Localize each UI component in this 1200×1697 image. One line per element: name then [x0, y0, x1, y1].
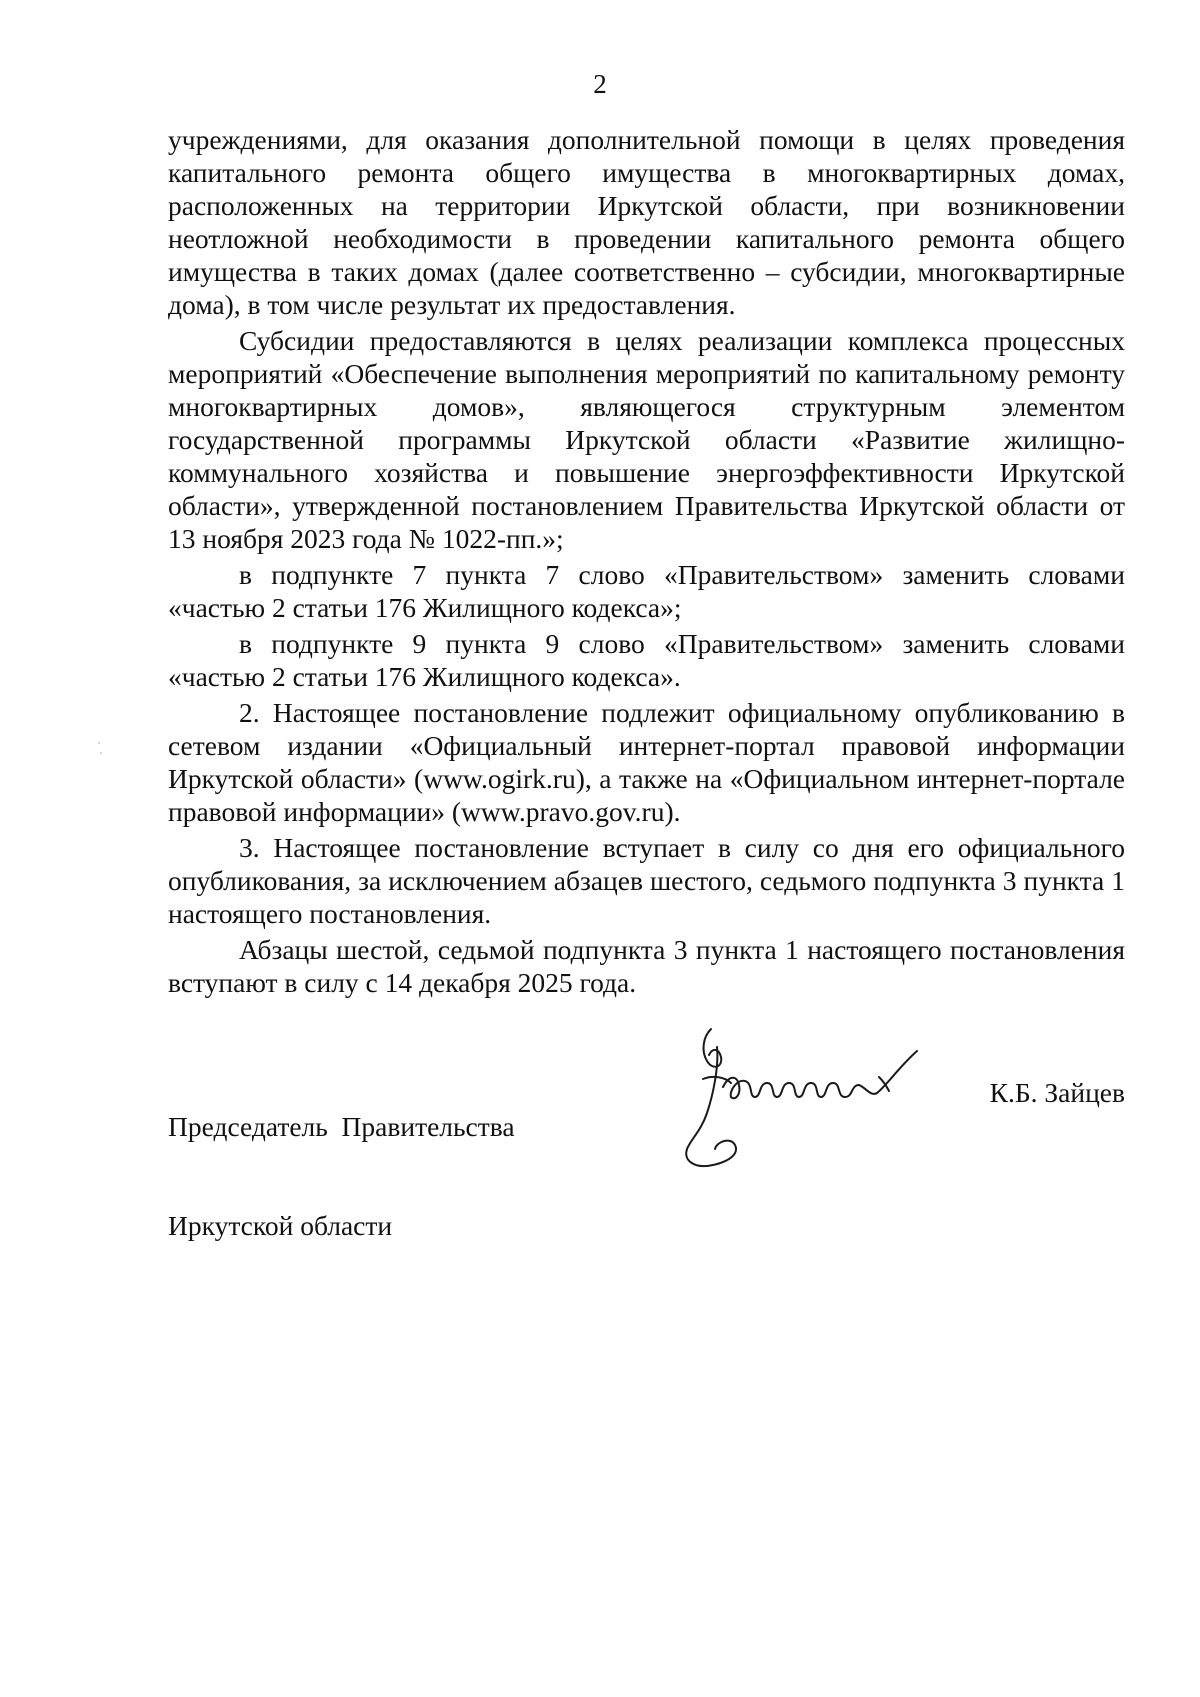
signer-name: К.Б. Зайцев: [989, 1077, 1125, 1108]
signer-title: [168, 1044, 515, 1308]
page-number: 2: [593, 69, 607, 99]
signature-block: [168, 1044, 1125, 1241]
signer-title-line-2: Иркутской области: [168, 1210, 393, 1241]
document-body: [168, 123, 1125, 1002]
scan-artifact: [98, 742, 100, 744]
paragraph-continuation: учреждениями, для оказания дополнительной помощи в целях проведения капитального ремонта общего имущества в многоквартирных домах, расположенных на территории Иркутской области, при возникновении неотложной необходимости в проведении капитального ремонта общего имущества в таких домах (далее соответственно – субсидии, многоквартирные дома), в том числе результат их предоставления.: [168, 124, 1125, 320]
paragraph-subsidies-purpose: Субсидии предоставляются в целях реализации комплекса процессных мероприятий «Обеспечение выполнения мероприятий по капитальному ремонту многоквартирных домов», являющегося структурным элементом государственной программы Иркутской области «Развитие жилищно-коммунального хозяйства и повышение энергоэффективности Иркутской области», утвержденной постановлением Правительства Иркутской области от 13 ноября 2023 года № 1022-пп.»;: [168, 325, 1125, 554]
scan-artifact: [100, 752, 102, 754]
handwritten-signature: [673, 1017, 938, 1177]
paragraph-subclause-9: в подпункте 9 пункта 9 слово «Правительством» заменить словами «частью 2 статьи 176 Жилищного кодекса».: [168, 628, 1125, 692]
paragraph-publication: 2. Настоящее постановление подлежит официальному опубликованию в сетевом издании «Официальный интернет-портал правовой информации Иркутской области» (www.ogirk.ru), а также на «Официальном интернет-портале правовой информации» (www.pravo.gov.ru).: [168, 697, 1125, 827]
signer-title-line-1: Председатель Правительства: [168, 1111, 515, 1142]
paragraph-entry-into-force: 3. Настоящее постановление вступает в силу со дня его официального опубликования, за исключением абзацев шестого, седьмого подпункта 3 пункта 1 настоящего постановления.: [168, 832, 1125, 929]
paragraph-subclause-7: в подпункте 7 пункта 7 слово «Правительством» заменить словами «частью 2 статьи 176 Жилищного кодекса»;: [168, 559, 1125, 623]
paragraph-exceptions: Абзацы шестой, седьмой подпункта 3 пункта 1 настоящего постановления вступают в силу с 14 декабря 2025 года.: [168, 934, 1125, 998]
